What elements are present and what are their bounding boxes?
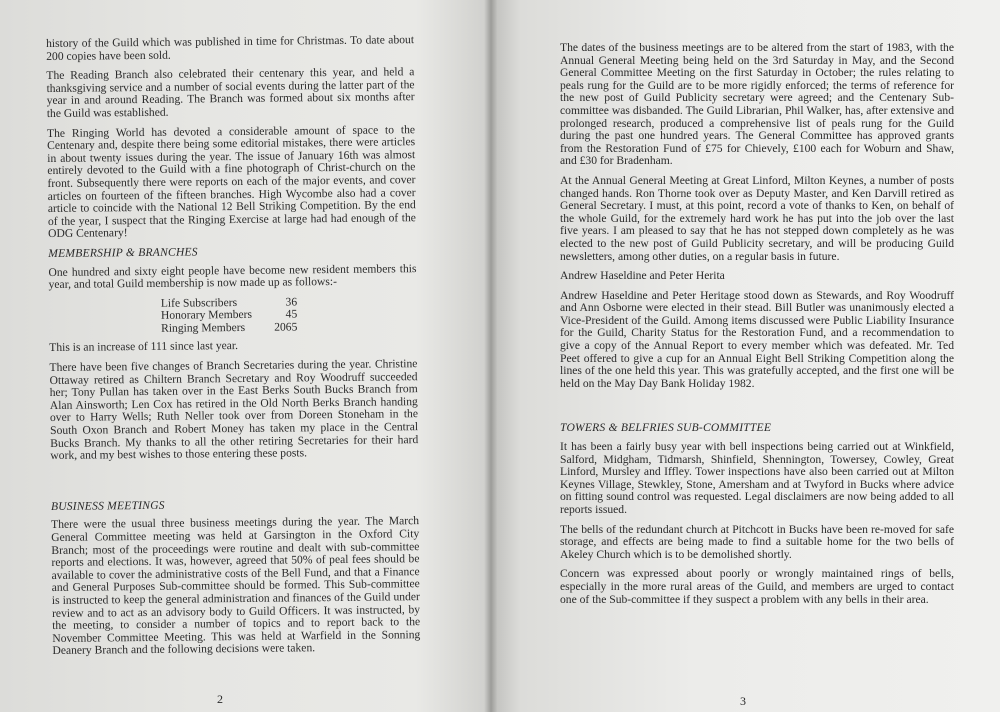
section-heading-business: BUSINESS MEETINGS	[50, 498, 165, 513]
paragraph: It has been a fairly busy year with bell inspections being carried out at Winkfield, Salford, Midgham, Tidmarsh, Shinfield, Shennington, Towersey, Cowley, Great Linford, Mursley and Iffley. Tower inspections have also been carried out at Milton Keynes Village, Stewkley, Stone, Amersham and at Twyford in Bucks where advice on fitting sound control was requested. Legal disclaimers are now being added to all reports issued.	[560, 440, 954, 516]
row-value: 45	[285, 307, 298, 321]
row-label: Honorary Members	[160, 308, 253, 323]
paragraph: Andrew Haseldine and Peter Heritage stood down as Stewards, and Roy Woodruff and Ann Osborne were elected in their stead. Bill Butler was unanimously elected a Vice-President of the Guild. Among items discussed were Public Liability Insurance for the Guild, Charity Status for the Restoration Fund, and a recommendation to give a copy of the Annual Report to every member which was defeated. Mr. Ted Peet offered to give a cup for an Annual Eight Bell Striking Competition along the lines of the one held this year. This was gratefully accepted, and the first one will be held on the May Day Bank Holiday 1982.	[560, 288, 954, 390]
paragraph: There were the usual three business meetings during the year. The March General Committee meeting was held at Garsington in the Oxford City Branch; most of the proceedings were routine and dealt with sub-committee reports and elections. It was, however, agreed that 50% of peal fees should be available to cover the administrative costs of the Bell Fund, and that a Finance and General Purposes Sub-committee should be formed. This Sub-committee is instructed to keep the general administration and finances of the Guild under review and to act as an advisory body to Guild Officers. It was instructed, by the meeting, to consider a number of topics and to report back to the November Committee Meeting. This was held at Warfield in the Sonning Deanery Branch and the following decisions were taken.	[51, 514, 421, 658]
paragraph: This is an increase of 111 since last year.	[49, 339, 239, 355]
paragraph: The dates of the business meetings are to be altered from the start of 1983, with the Annual General Meeting being held on the 3rd Saturday in May, and the Second General Committee Meeting on the first Saturday in October; the rules relating to peals rung for the Guild are to be more rigidly enforced; the terms of reference for the new post of Guild Publicity secretary were agreed; and the Centenary Sub-committee was disbanded. The Guild Librarian, Phil Walker, has, after extensive and prolonged research, produced a comprehensive list of peals rung for the Guild during the past one hundred years. The General Committee has approved grants from the Restoration Fund of £75 for Chievely, £100 each for Woburn and Shaw, and £30 for Bradenham.	[560, 41, 954, 168]
row-value: 2065	[274, 320, 298, 334]
paragraph: There have been five changes of Branch Secretaries during the year. Christine Ottaway retired as Chiltern Branch Secretary and Roy Woodruff succeeded her; Tony Pullan has taken over in the East Berks South Bucks Branch from Alan Ainsworth; Len Cox has retired in the Old North Berks Branch handing over to Harry Wells; Ruth Neller took over from Doreen Stoneham in the South Oxon Branch and Robert Money has taken my place in the Central Bucks Branch. My thanks to all the other retiring Secretaries for their hard work, and my best wishes to those entering these posts.	[49, 357, 419, 463]
section-heading-towers: TOWERS & BELFRIES SUB-COMMITTEE	[560, 421, 772, 435]
paragraph: The Ringing World has devoted a considerable amount of space to the Centenary and, despite there being some editorial mistakes, there were articles in about twenty issues during the year. The issue of January 16th was almost entirely devoted to the Guild with a fine photograph of Christ-church on the front. Subsequently there were reports on each of the major events, and cover articles on fourteen of the fifteen branches. High Wycombe also had a cover article to coincide with the National 12 Bell Striking Competition. By the end of the year, I suspect that the Ringing Exercise at large had had enough of the ODG Centenary!	[46, 122, 416, 241]
paragraph: The bells of the redundant church at Pitchcott in Bucks have been re-moved for safe storage, and effects are being made to find a suitable home for the two bells of Akeley Church which is to be demolished shortly.	[560, 522, 954, 561]
right-page-text	[560, 42, 954, 613]
paragraph: One hundred and sixty eight people have become new resident members this year, and total Guild membership is now made up as follows:-	[48, 261, 417, 292]
book-gutter	[484, 0, 498, 712]
paragraph: Andrew Haseldine and Peter Herita	[560, 269, 725, 283]
row-value: 36	[285, 295, 298, 309]
paragraph: The Reading Branch also celebrated their centenary this year, and held a thanksgiving service and a number of social events during the latter part of the year in and around Reading. The Branch was formed about six months after the Guild was established.	[46, 65, 415, 120]
section-heading-membership: MEMBERSHIP & BRANCHES	[48, 245, 198, 260]
paragraph: Concern was expressed about poorly or wrongly maintained rings of bells, especially in the more rural areas of the Guild, and members are urged to contact one of the Sub-committee if they suspect a problem with any bells in their area.	[560, 567, 954, 606]
paragraph: At the Annual General Meeting at Great Linford, Milton Keynes, a number of posts changed hands. Ron Thorne took over as Deputy Master, and Ken Darvill retired as General Secretary. I must, at this point, record a vote of thanks to Ken, on behalf of the whole Guild, for the extremely hard work he has put into the job over the last five years. I am pleased to say that he has not stepped down completely as he was elected to the new post of Guild Publicity secretary, and will be producing Guild newsletters, among other duties, on a regular basis in future.	[560, 173, 954, 263]
page-number: 2	[217, 692, 223, 706]
row-label: Ringing Members	[160, 320, 246, 335]
left-page-text	[46, 34, 421, 665]
membership-table	[161, 296, 298, 335]
page-number: 3	[740, 694, 746, 708]
paragraph: history of the Guild which was published in time for Christmas. To date about 200 copies have been sold.	[45, 33, 415, 63]
row-label: Life Subscribers	[160, 295, 238, 310]
table-row	[161, 321, 297, 335]
